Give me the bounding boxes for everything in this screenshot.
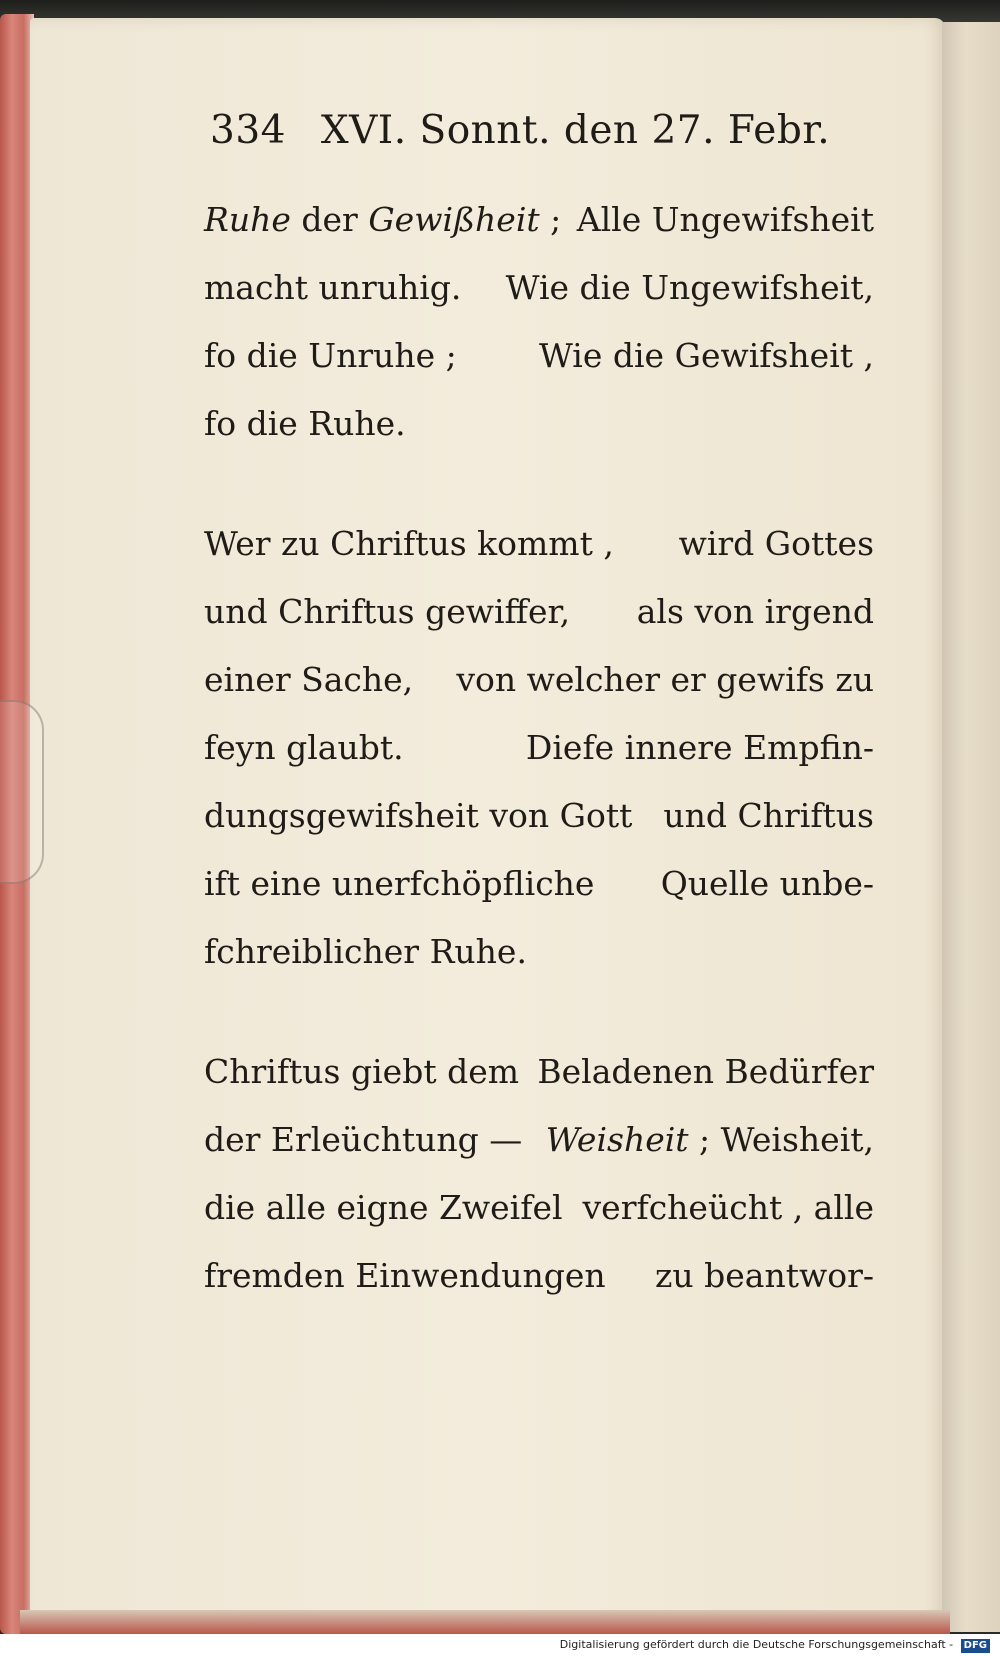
- text-line: [204, 1174, 874, 1242]
- facing-page-edge: [942, 22, 1000, 1632]
- text-line: [204, 510, 874, 578]
- text-segment: die alle eigne Zweifel: [204, 1188, 563, 1227]
- page-body: [204, 186, 874, 1310]
- text-segment: dungsgewifsheit von Gott: [204, 796, 633, 835]
- text-segment: Alle Ungewifsheit: [576, 200, 874, 239]
- text-segment: Wie die Ungewifsheit,: [505, 268, 874, 307]
- text-segment: von welcher er gewifs zu: [456, 660, 874, 699]
- text-line: [204, 714, 874, 782]
- text-line: [204, 918, 874, 986]
- text-segment: Wer zu Chriftus kommt ,: [204, 524, 614, 563]
- text-segment: einer Sache,: [204, 660, 414, 699]
- text-line: [204, 390, 874, 458]
- text-segment: Wie die Gewifsheit ,: [538, 336, 874, 375]
- text-segment: Diefe innere Empfin-: [525, 728, 874, 767]
- text-line: [204, 782, 874, 850]
- text-line: [204, 1106, 874, 1174]
- text-segment: Beladenen Bedürfer: [537, 1052, 874, 1091]
- text-line: [204, 254, 874, 322]
- running-title: XVI. Sonnt. den 27. Febr.: [320, 108, 831, 153]
- book-bottom-edge: [20, 1610, 950, 1634]
- text-segment: macht unruhig.: [204, 268, 462, 307]
- running-header: [210, 108, 852, 153]
- page-tab-marker: [0, 700, 44, 884]
- text-segment: fchreiblicher Ruhe.: [204, 932, 527, 971]
- text-segment: zu beantwor-: [654, 1256, 874, 1295]
- text-segment: ift eine unerfchöpfliche: [204, 864, 595, 903]
- credit-text: Digitalisierung gefördert durch die Deutsche Forschungsgemeinschaft -: [559, 1638, 954, 1651]
- text-segment: Weisheit ; Weisheit,: [545, 1120, 874, 1159]
- text-line: [204, 322, 874, 390]
- text-segment: wird Gottes: [678, 524, 874, 563]
- text-segment: und Chriftus gewiffer,: [204, 592, 571, 631]
- text-line: [204, 646, 874, 714]
- text-segment: Chriftus giebt dem: [204, 1052, 520, 1091]
- text-line: [204, 578, 874, 646]
- dfg-logo: DFG: [961, 1639, 990, 1653]
- text-line: [204, 1242, 874, 1310]
- text-segment: verfcheücht , alle: [582, 1188, 874, 1227]
- text-line: [204, 850, 874, 918]
- text-segment: fo die Unruhe ;: [204, 336, 457, 375]
- text-line: [204, 186, 874, 254]
- text-segment: der Erleüchtung —: [204, 1120, 523, 1159]
- text-segment: als von irgend: [636, 592, 874, 631]
- page-number: 334: [210, 108, 286, 153]
- text-segment: fremden Einwendungen: [204, 1256, 606, 1295]
- text-line: [204, 1038, 874, 1106]
- text-segment: Quelle unbe-: [660, 864, 874, 903]
- text-segment: feyn glaubt.: [204, 728, 404, 767]
- text-segment: fo die Ruhe.: [204, 404, 406, 443]
- text-segment: und Chriftus: [663, 796, 874, 835]
- digitization-credit: [0, 1634, 1000, 1656]
- text-segment: Ruhe der Gewißheit ;: [204, 200, 562, 239]
